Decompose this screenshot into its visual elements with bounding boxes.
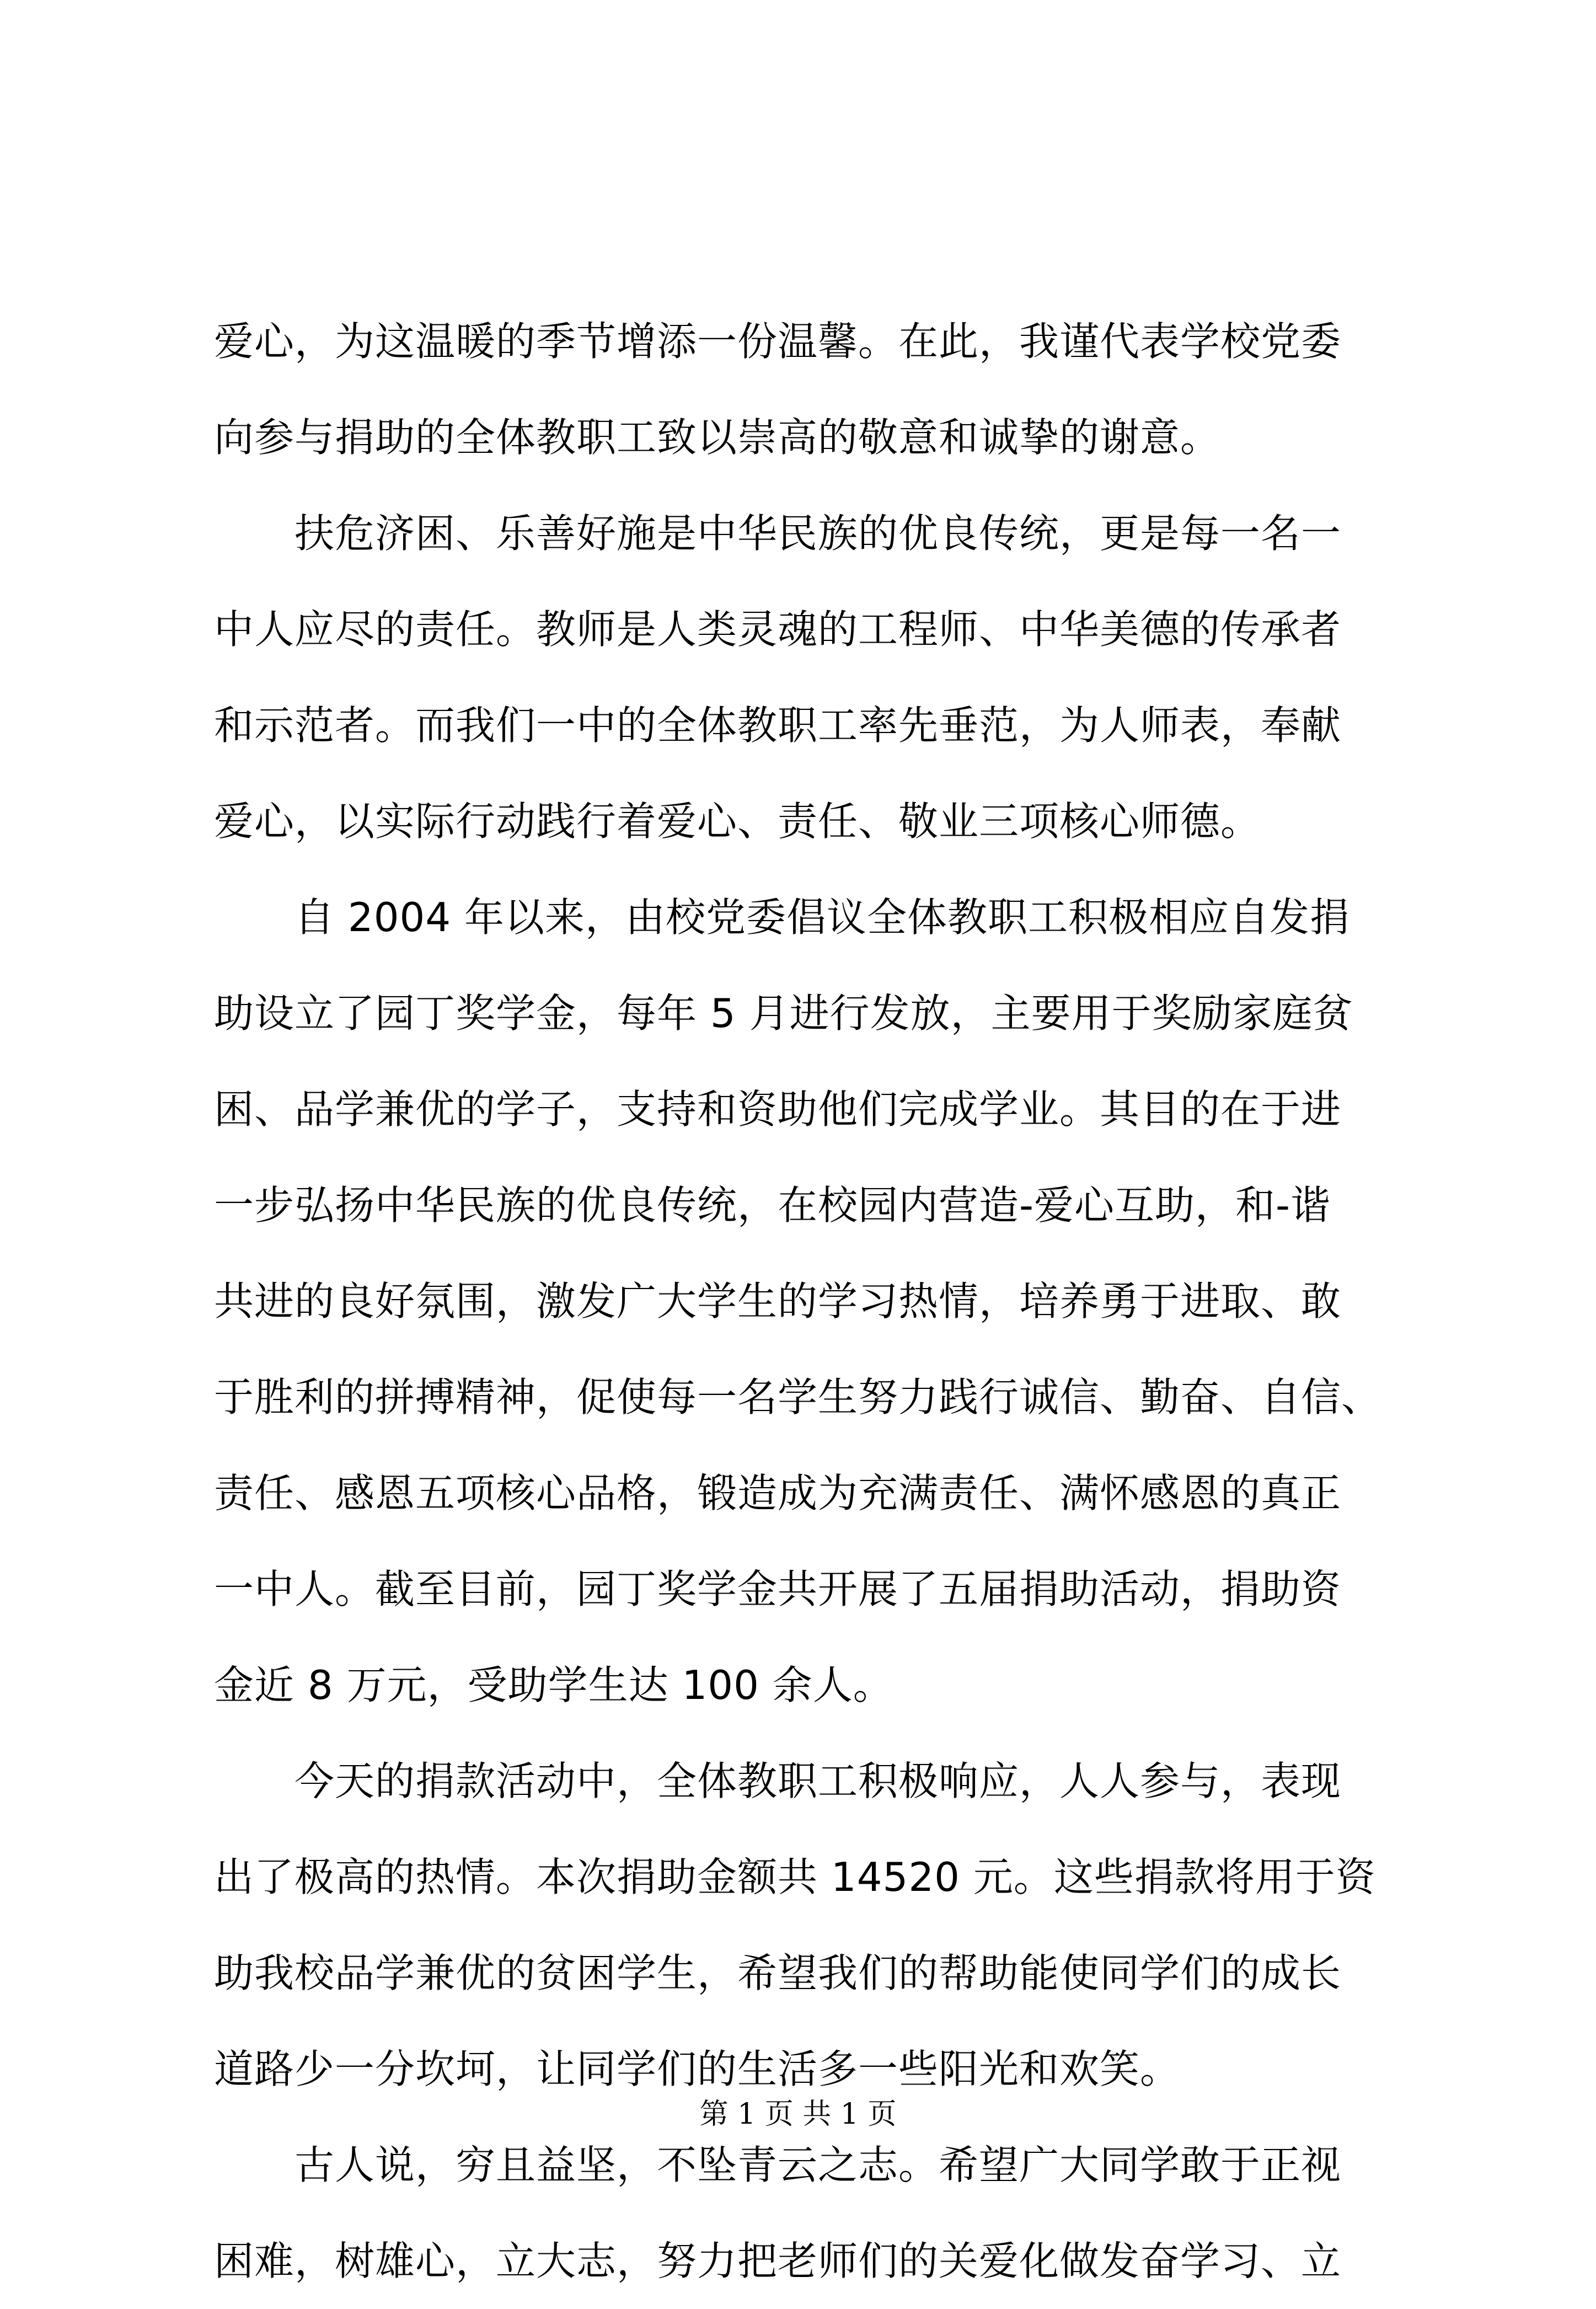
text-line: 困难，树雄心，立大志，努力把老师们的关爱化做发奋学习、立	[214, 2238, 1342, 2284]
text-line: 和示范者。而我们一中的全体教职工率先垂范，为人师表，奉献	[214, 702, 1342, 749]
text-line: 扶危济困、乐善好施是中华民族的优良传统，更是每一名一	[214, 510, 1342, 557]
text-line: 共进的良好氛围，激发广大学生的学习热情，培养勇于进取、敢	[214, 1278, 1342, 1324]
text-line: 古人说，穷且益坚，不坠青云之志。希望广大同学敢于正视	[214, 2142, 1342, 2188]
text-line: 出了极高的热情。本次捐助金额共 14520 元。这些捐款将用于资	[214, 1854, 1376, 1900]
text-line: 于胜利的拼搏精神，促使每一名学生努力践行诚信、勤奋、自信、	[214, 1374, 1382, 1420]
text-line: 助设立了园丁奖学金，每年 5 月进行发放，主要用于奖励家庭贫	[214, 990, 1353, 1036]
text-line: 爱心，为这温暖的季节增添一份温馨。在此，我谨代表学校党委	[214, 318, 1342, 365]
text-line: 今天的捐款活动中，全体教职工积极响应，人人参与，表现	[214, 1758, 1342, 1804]
text-line: 爱心，以实际行动践行着爱心、责任、敬业三项核心师德。	[214, 798, 1261, 845]
page-footer: 第 1 页 共 1 页	[699, 2098, 897, 2131]
text-line: 助我校品学兼优的贫困学生，希望我们的帮助能使同学们的成长	[214, 1950, 1342, 1996]
text-line: 责任、感恩五项核心品格，锻造成为充满责任、满怀感恩的真正	[214, 1470, 1342, 1516]
text-line: 金近 8 万元，受助学生达 100 余人。	[214, 1662, 893, 1708]
text-line: 一中人。截至目前，园丁奖学金共开展了五届捐助活动，捐助资	[214, 1566, 1342, 1612]
text-line: 道路少一分坎坷，让同学们的生活多一些阳光和欢笑。	[214, 2046, 1181, 2092]
text-line: 向参与捐助的全体教职工致以崇高的敬意和诚挚的谢意。	[214, 414, 1221, 461]
body-text	[214, 293, 1399, 2309]
text-line: 困、品学兼优的学子，支持和资助他们完成学业。其目的在于进	[214, 1086, 1342, 1132]
text-line: 自 2004 年以来，由校党委倡议全体教职工积极相应自发捐	[214, 894, 1351, 940]
text-line: 一步弘扬中华民族的优良传统，在校园内营造-爱心互助，和-谐	[214, 1182, 1331, 1228]
text-line: 中人应尽的责任。教师是人类灵魂的工程师、中华美德的传承者	[214, 606, 1342, 653]
